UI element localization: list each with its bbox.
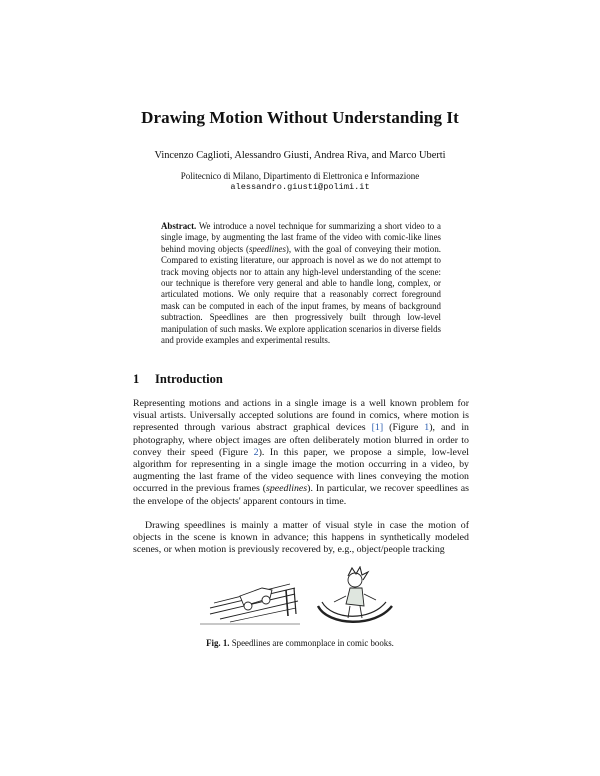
section-title: Introduction	[155, 372, 223, 386]
para1-speedlines-term: speedlines	[266, 483, 308, 495]
paragraph-2: Drawing speedlines is mainly a matter of visual style in case the motion of objects in the scene is known in advance; this happens in synthetically modeled scenes, or when motion is previously recovered by, e.g., object/people tracking	[133, 520, 469, 556]
para1-text-c: ), and in photography, where object images are often deliberately motion blurred in order to convey their speed (Figure	[133, 422, 469, 458]
section-heading	[133, 372, 223, 387]
citation-link[interactable]: [1]	[371, 422, 384, 434]
affiliation-block	[0, 171, 600, 193]
authors: Vincenzo Caglioti, Alessandro Giusti, Andrea Riva, and Marco Uberti	[154, 150, 446, 161]
figure-2-link[interactable]: 2	[253, 446, 259, 458]
abstract-label: Abstract.	[161, 221, 197, 231]
figure-caption	[0, 638, 600, 648]
para1-text-a: Representing motions and actions in a single image is a well known problem for visual artists. Universally accepted solutions are found in comics, where motion is represented through various abstract graphical devices	[133, 398, 469, 434]
paragraph-1	[133, 398, 469, 508]
para1-text-e: ). In particular, we recover speedlines as the envelope of the objects' apparent contours in time.	[133, 483, 469, 507]
car-drawing	[200, 584, 300, 624]
para1-text-d: ). In this paper, we propose a simple, low-level algorithm for representing in a single image the motion occurring in a video, by augmenting the last frame of the video sequence with lines conveying the motion occurred in the previous frames (	[133, 446, 469, 495]
abstract-text-1: We introduce a novel technique for summarizing a short video to a single image, by augmenting the last frame of the video with comic-like lines behind moving objects (	[161, 221, 441, 254]
figure-1	[200, 566, 400, 630]
abstract-text-2: ), with the goal of conveying their motion. Compared to existing literature, our approach is novel as we do not attempt to track moving objects nor to attain any high-level understanding of the scene: our technique is therefore very general and able to handle long, complex, or articulated motions. We only require that a reasonably correct foreground mask can be computed in each of the input frames, by means of background subtraction. Speedlines are then progressively built through low-level manipulation of such masks. We explore application scenarios in diverse fields and provide examples and experimental results.	[161, 243, 441, 346]
abstract	[161, 221, 441, 346]
character-drawing	[318, 567, 392, 622]
affiliation: Politecnico di Milano, Dipartimento di Elettronica e Informazione	[180, 171, 420, 181]
comic-speedlines-illustration	[200, 566, 400, 630]
figure-1-link[interactable]: 1	[424, 422, 430, 434]
figure-caption-text: Speedlines are commonplace in comic books.	[229, 638, 394, 648]
figure-label: Fig. 1.	[206, 638, 230, 648]
email: alessandro.giusti@polimi.it	[230, 182, 370, 192]
paper-title: Drawing Motion Without Understanding It	[141, 108, 459, 127]
para1-text-b: (Figure	[383, 422, 425, 434]
abstract-speedlines-term: speedlines	[248, 243, 286, 254]
section-number: 1	[133, 372, 140, 386]
